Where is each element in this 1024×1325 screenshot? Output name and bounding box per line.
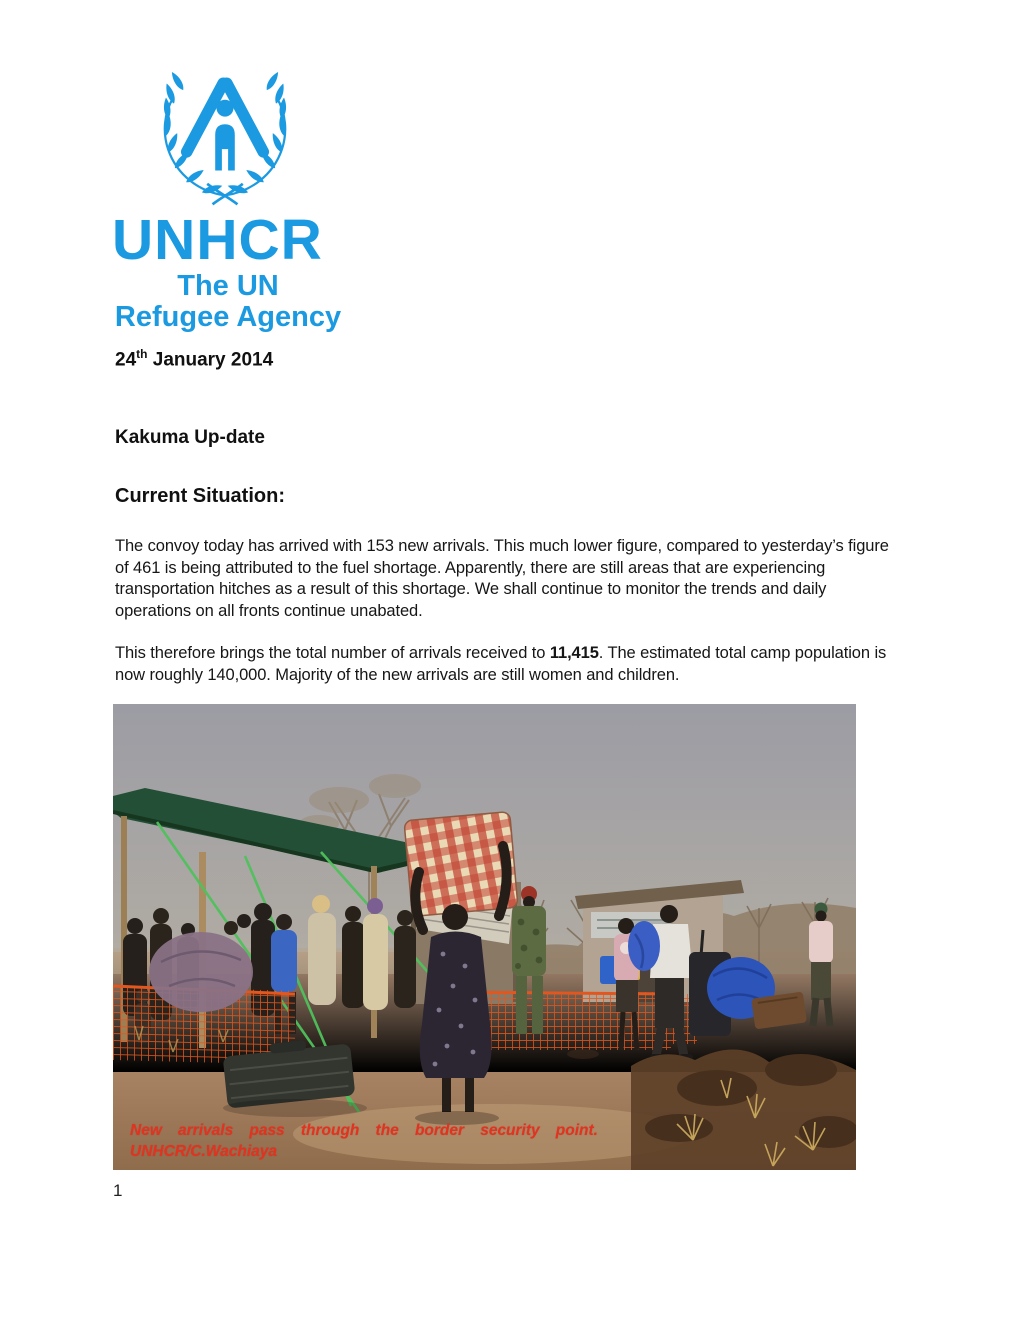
- photo-illustration: [113, 704, 856, 1170]
- document-date: [115, 347, 273, 371]
- logo-acronym: UNHCR: [112, 208, 323, 272]
- photo-caption: [130, 1120, 598, 1162]
- border-crossing-photo: [113, 704, 856, 1170]
- page-number: 1: [113, 1181, 123, 1200]
- logo-tagline-line2: Refugee Agency: [114, 301, 342, 333]
- unhcr-logo: [112, 58, 344, 333]
- paragraph-totals-before: This therefore brings the total number of arrivals received to: [115, 644, 550, 662]
- section-heading: Current Situation:: [115, 485, 285, 507]
- logo-tagline: [112, 271, 344, 333]
- logo-tagline-line1: The UN: [177, 270, 279, 302]
- date-ordinal: th: [136, 347, 148, 361]
- paragraph-totals: [115, 643, 897, 686]
- arrivals-total-value: 11,415: [549, 644, 599, 662]
- photo-caption-credit: UNHCR/C.Wachiaya: [130, 1143, 278, 1160]
- unhcr-emblem-icon: [136, 58, 314, 210]
- paragraph-totals-after: . The estimated total camp population is now roughly 140,000. Majority of the new arrivals are still women and children.: [115, 644, 887, 684]
- date-rest: January 2014: [147, 349, 274, 371]
- date-day: 24: [115, 349, 137, 371]
- photo-caption-line1: New arrivals pass through the border security point.: [130, 1122, 598, 1139]
- page-title: Kakuma Up-date: [115, 427, 265, 448]
- paragraph-situation: The convoy today has arrived with 153 new arrivals. This much lower figure, compared to yesterday’s figure of 461 is being attributed to the fuel shortage. Apparently, there are still areas that are experiencing transportation hitches as a result of this shortage. We shall continue to monitor the trends and daily operations on all fronts continue unabated.: [115, 537, 889, 620]
